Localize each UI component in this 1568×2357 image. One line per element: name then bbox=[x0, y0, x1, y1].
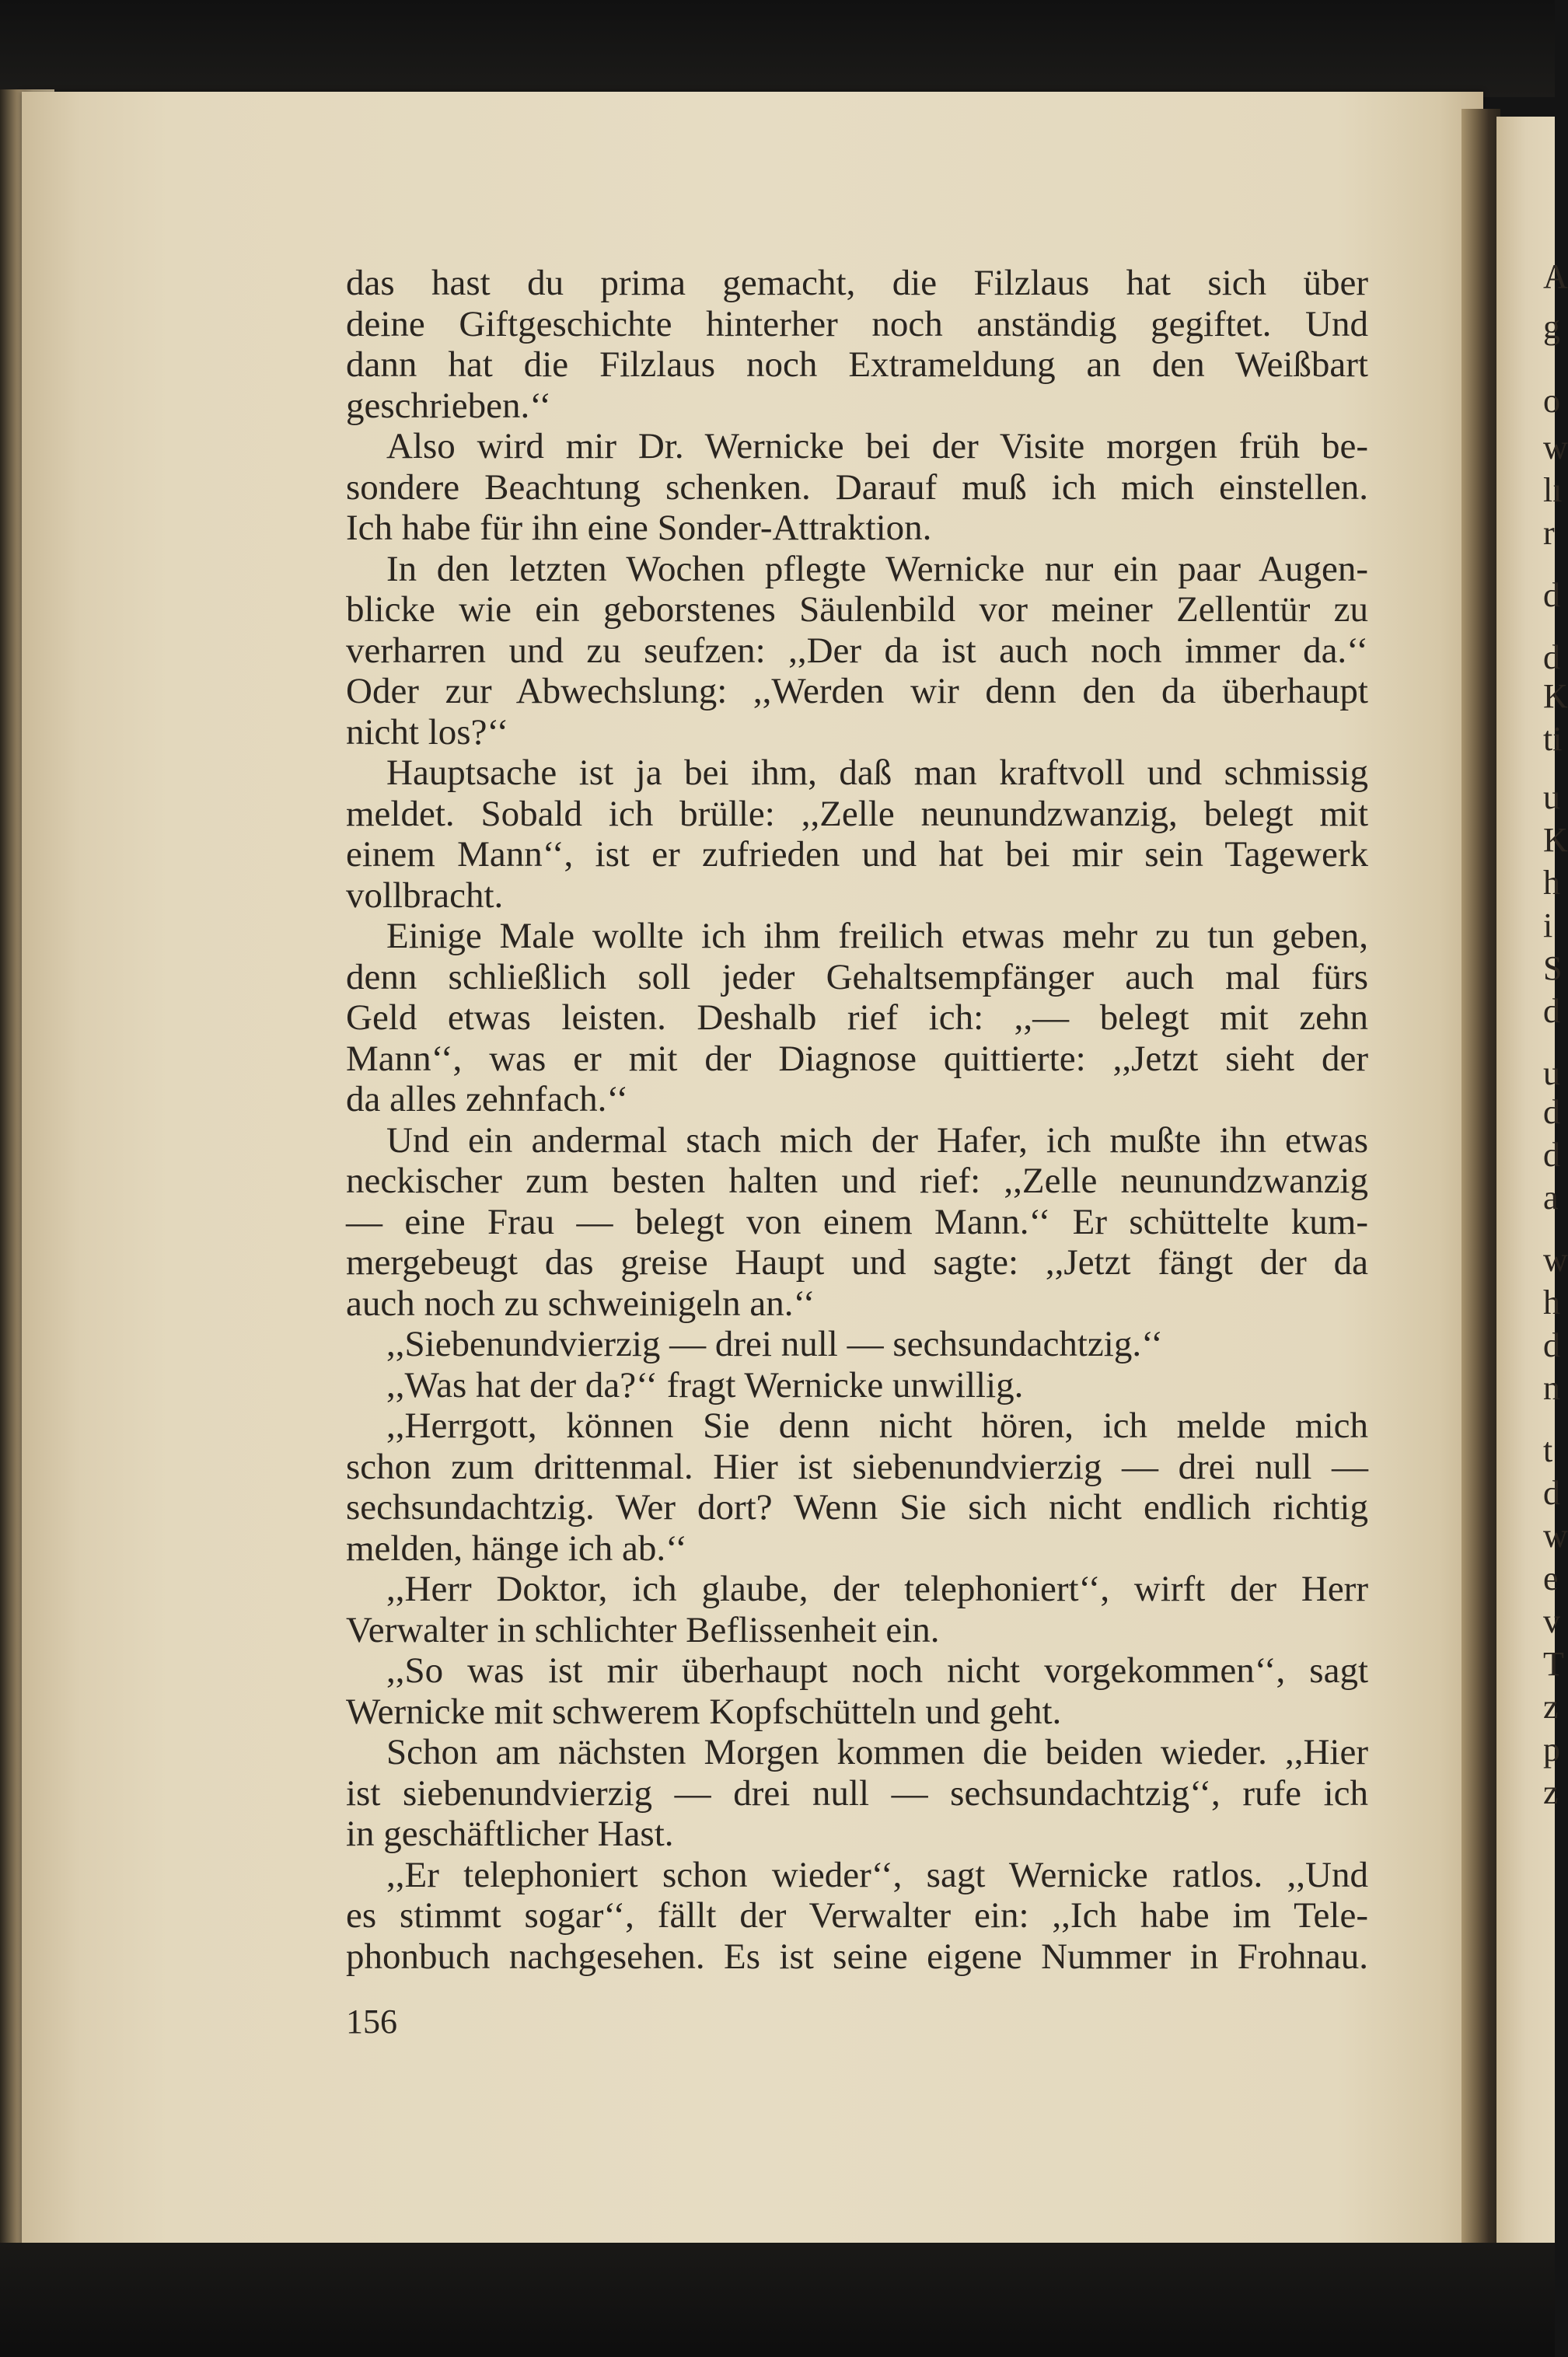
text-line: meldet. Sobald ich brülle: ,,Zelle neunundzwanzig, belegt mit bbox=[346, 793, 1368, 834]
text-line: melden, hänge ich ab.‘‘ bbox=[346, 1528, 687, 1569]
adjacent-page-fragment: K bbox=[1543, 821, 1568, 859]
text-line: nicht los?‘‘ bbox=[346, 711, 509, 752]
adjacent-page-fragment: T bbox=[1543, 1645, 1564, 1683]
text-line: ,,Er telephoniert schon wieder‘‘, sagt Wernicke ratlos. ,,Und bbox=[386, 1854, 1368, 1895]
text-line: Mann‘‘, was er mit der Diagnose quittierte: ,,Jetzt sieht der bbox=[346, 1038, 1368, 1079]
text-line: einem Mann‘‘, ist er zufrieden und hat bei mir sein Tagewerk bbox=[346, 834, 1368, 875]
text-line: ,,So was ist mir überhaupt noch nicht vorgekommen‘‘, sagt bbox=[386, 1650, 1368, 1691]
adjacent-page-fragment: w bbox=[1543, 1517, 1568, 1555]
adjacent-page-fragment: d bbox=[1543, 992, 1560, 1030]
text-line: Einige Male wollte ich ihm freilich etwas mehr zu tun geben, bbox=[386, 916, 1368, 956]
adjacent-page-fragment: e bbox=[1543, 1559, 1559, 1598]
text-line: deine Giftgeschichte hinterher noch anständig gegiftet. Und bbox=[346, 303, 1368, 344]
text-line: ,,Herrgott, können Sie denn nicht hören, ich melde mich bbox=[386, 1405, 1368, 1446]
text-line: dann hat die Filzlaus noch Extrameldung an den Weißbart bbox=[346, 344, 1368, 385]
bottom-shadow bbox=[0, 2243, 1555, 2357]
adjacent-page-fragment: h bbox=[1543, 1283, 1560, 1322]
text-line: Und ein andermal stach mich der Hafer, ich mußte ihn etwas bbox=[386, 1119, 1368, 1161]
adjacent-page-fragment: ti bbox=[1543, 720, 1563, 758]
text-line: blicke wie ein geborstenes Säulenbild vor meiner Zellentür zu bbox=[346, 589, 1368, 630]
text-line: auch noch zu schweinigeln an.‘‘ bbox=[346, 1283, 815, 1324]
adjacent-page-fragment: n bbox=[1543, 1369, 1560, 1407]
text-line: Also wird mir Dr. Wernicke bei der Visite morgen früh be- bbox=[386, 426, 1368, 466]
adjacent-page-fragment: d bbox=[1543, 576, 1560, 614]
adjacent-page-fragment: i bbox=[1543, 906, 1553, 945]
adjacent-page-fragment: h bbox=[1543, 864, 1560, 902]
adjacent-page-fragment: g bbox=[1543, 308, 1560, 346]
text-line: ,,Was hat der da?‘‘ fragt Wernicke unwillig. bbox=[386, 1364, 1024, 1405]
text-line: Hauptsache ist ja bei ihm, daß man kraftvoll und schmissig bbox=[386, 752, 1368, 793]
text-line: es stimmt sogar‘‘, fällt der Verwalter ein: ,,Ich habe im Tele- bbox=[346, 1895, 1368, 1936]
text-line: mergebeugt das greise Haupt und sagte: ,,Jetzt fängt der da bbox=[346, 1242, 1368, 1283]
book-gutter bbox=[1461, 109, 1500, 2247]
adjacent-page-fragment: d bbox=[1543, 1093, 1560, 1131]
text-line: Geld etwas leisten. Deshalb rief ich: ,,— belegt mit zehn bbox=[346, 997, 1368, 1038]
text-line: Verwalter in schlichter Beflissenheit ein. bbox=[346, 1609, 940, 1650]
text-line: da alles zehnfach.‘‘ bbox=[346, 1079, 629, 1119]
text-line: schon zum drittenmal. Hier ist siebenundvierzig — drei null — bbox=[346, 1446, 1368, 1487]
adjacent-page-fragment: A bbox=[1543, 257, 1568, 295]
adjacent-page-fragment: lı bbox=[1543, 471, 1563, 509]
text-line: geschrieben.‘‘ bbox=[346, 385, 552, 426]
adjacent-page-fragment: t bbox=[1543, 1431, 1553, 1469]
adjacent-page-fragment: z bbox=[1543, 1688, 1559, 1726]
adjacent-page-fragment: S bbox=[1543, 949, 1563, 987]
text-line: sondere Beachtung schenken. Darauf muß ich mich einstellen. bbox=[346, 466, 1368, 508]
text-line: sechsundachtzig. Wer dort? Wenn Sie sich nicht endlich richtig bbox=[346, 1487, 1368, 1528]
text-line: In den letzten Wochen pflegte Wernicke nur ein paar Augen- bbox=[386, 548, 1368, 589]
adjacent-page-fragment: K bbox=[1543, 677, 1568, 715]
adjacent-page-fragment: w bbox=[1543, 428, 1568, 466]
text-line: neckischer zum besten halten und rief: ,,Zelle neunundzwanzig bbox=[346, 1161, 1368, 1201]
page-number: 156 bbox=[346, 2003, 397, 2041]
text-line: phonbuch nachgesehen. Es ist seine eigene Nummer in Frohnau. bbox=[346, 1936, 1368, 1977]
text-line: denn schließlich soll jeder Gehaltsempfänger auch mal fürs bbox=[346, 956, 1368, 997]
adjacent-page-fragment: z bbox=[1543, 1773, 1559, 1811]
adjacent-page-fragment: v bbox=[1543, 1602, 1560, 1640]
text-line: Wernicke mit schwerem Kopfschütteln und geht. bbox=[346, 1691, 1062, 1732]
text-line: ,,Siebenundvierzig — drei null — sechsundachtzig.‘‘ bbox=[386, 1324, 1163, 1364]
text-line: das hast du prima gemacht, die Filzlaus hat sich über bbox=[346, 263, 1368, 303]
adjacent-page-fragment: u bbox=[1543, 778, 1560, 816]
adjacent-page-fragment: p bbox=[1543, 1730, 1560, 1769]
adjacent-page-fragment: w bbox=[1543, 1241, 1568, 1279]
adjacent-page-fragment: d bbox=[1543, 1326, 1560, 1364]
adjacent-page-fragment: u bbox=[1543, 1054, 1560, 1092]
adjacent-page-fragment: d bbox=[1543, 1136, 1560, 1174]
page-text bbox=[346, 263, 1368, 1977]
adjacent-page-fragment: o bbox=[1543, 382, 1560, 420]
adjacent-page-fragment: a bbox=[1543, 1178, 1559, 1217]
text-line: in geschäftlicher Hast. bbox=[346, 1814, 674, 1854]
top-shadow bbox=[0, 0, 1555, 97]
adjacent-page bbox=[1496, 117, 1568, 2247]
text-line: — eine Frau — belegt von einem Mann.‘‘ Er schüttelte kum- bbox=[346, 1201, 1368, 1242]
text-line: Schon am nächsten Morgen kommen die beiden wieder. ,,Hier bbox=[386, 1732, 1368, 1772]
text-line: ,,Herr Doktor, ich glaube, der telephoniert‘‘, wirft der Herr bbox=[386, 1569, 1368, 1609]
text-line: vollbracht. bbox=[346, 875, 504, 916]
text-line: Ich habe für ihn eine Sonder-Attraktion. bbox=[346, 508, 932, 548]
adjacent-page-fragment: d bbox=[1543, 1474, 1560, 1512]
text-line: Oder zur Abwechslung: ,,Werden wir denn den da überhaupt bbox=[346, 671, 1368, 711]
adjacent-page-fragment: r bbox=[1543, 514, 1555, 552]
text-line: verharren und zu seufzen: ,,Der da ist auch noch immer da.‘‘ bbox=[346, 630, 1368, 671]
adjacent-page-fragment: d bbox=[1543, 638, 1560, 676]
text-line: ist siebenundvierzig — drei null — sechsundachtzig‘‘, rufe ich bbox=[346, 1772, 1368, 1814]
